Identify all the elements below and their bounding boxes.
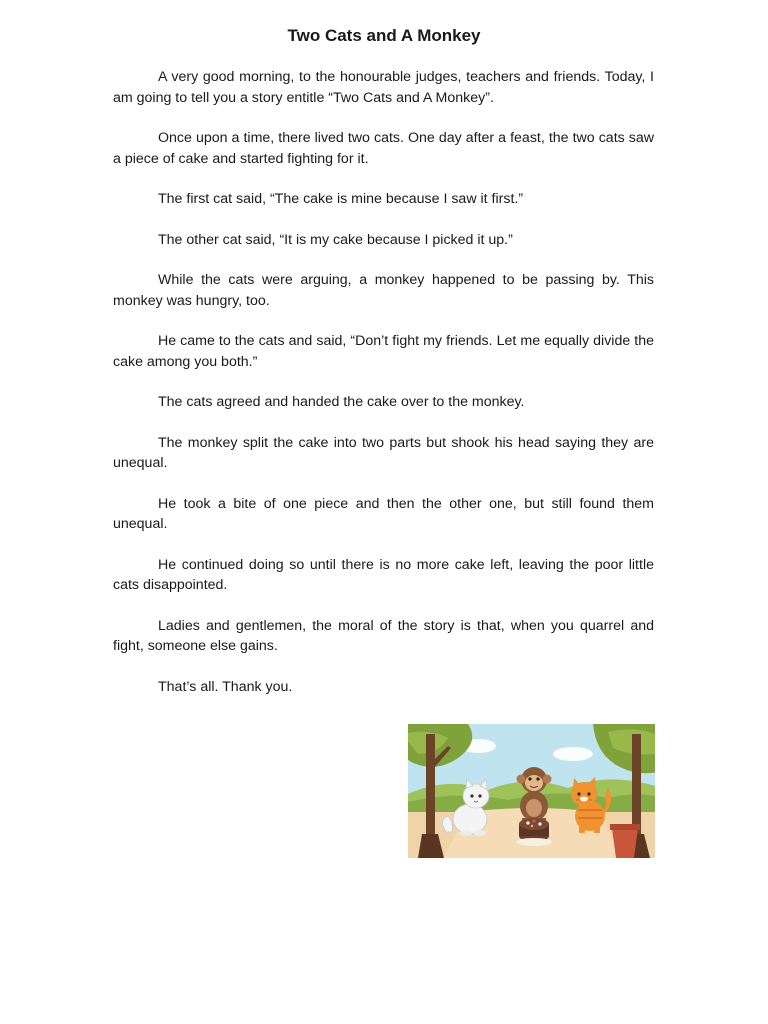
story-illustration: [408, 724, 655, 858]
paragraph-moral: Ladies and gentlemen, the moral of the story is that, when you quarrel and fight, someone else gains.: [113, 617, 654, 654]
paragraph-cats-agreed: The cats agreed and handed the cake over to the monkey.: [158, 394, 525, 410]
paragraph-split-cake: The monkey split the cake into two parts but shook his head saying they are unequal.: [113, 434, 654, 471]
paragraph-greeting: A very good morning, to the honourable judges, teachers and friends. Today, I am going to tell you a story entitle “Two Cats and A Monkey”.: [113, 69, 654, 106]
paragraph-continued: He continued doing so until there is no more cake left, leaving the poor little cats disappointed.: [113, 556, 654, 593]
paragraph-closing: That’s all. Thank you.: [158, 678, 293, 695]
paragraph-monkey-speaks: He came to the cats and said, “Don’t fight my friends. Let me equally divide the cake among you both.”: [113, 333, 654, 370]
cake: [516, 818, 552, 846]
document-body: [113, 67, 654, 717]
illustration-scene: [408, 724, 655, 858]
paragraph-first-cat: The first cat said, “The cake is mine because I saw it first.”: [158, 191, 524, 207]
paragraph-once-upon: Once upon a time, there lived two cats. One day after a feast, the two cats saw a piece of cake and started fighting for it.: [113, 130, 654, 167]
document-title: Two Cats and A Monkey: [287, 26, 481, 45]
paragraph-other-cat: The other cat said, “It is my cake because I picked it up.”: [158, 231, 513, 248]
paragraph-took-bite: He took a bite of one piece and then the other one, but still found them unequal.: [113, 495, 654, 532]
paragraph-monkey-passing: While the cats were arguing, a monkey happened to be passing by. This monkey was hungry, too.: [113, 272, 654, 309]
